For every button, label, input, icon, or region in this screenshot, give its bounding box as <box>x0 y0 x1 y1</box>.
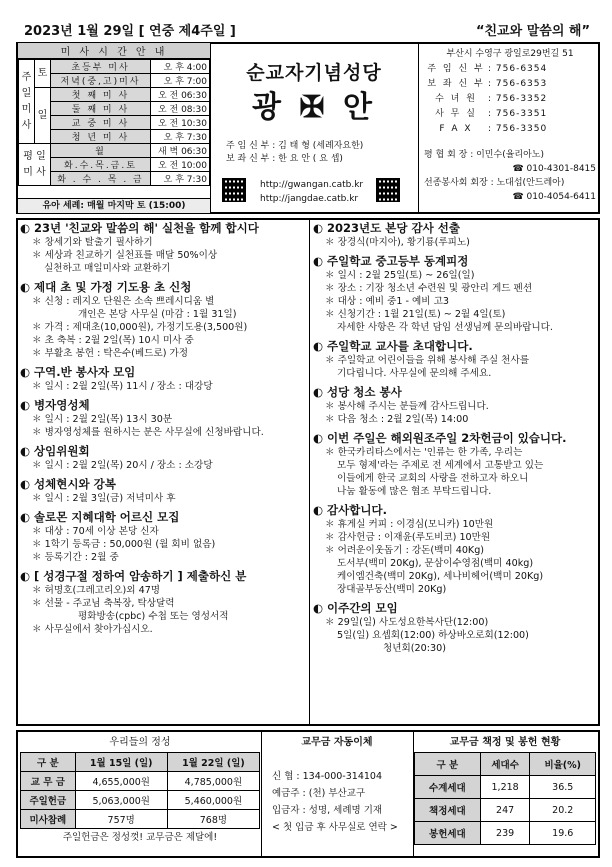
office-row: 보 좌 신 부 : 756-6353 <box>427 79 548 89</box>
qr-code-icon[interactable] <box>376 178 400 202</box>
tithe-status-section <box>414 734 596 845</box>
mass-time: 오 전 10:00 <box>150 158 209 172</box>
assistant-line: 보 좌 신 부 : 한 요 안 ( 요 셉) <box>226 154 343 164</box>
weekday-mass-label: 평 일 미 사 <box>19 144 51 186</box>
announcement: ◐ 감사합니다. ＊ 휴게실 커피 : 이경심(모니카) 10만원 ＊ 감사헌금 : 이재윤(루도비코) 10만원 ＊ 어려운이웃돕기 : 강돈(백미 40Kg) 도서부(백미 20Kg), 문삼이수영점(백미 40kg) 케이엠건축(백미 20Kg), 세나비헤어(백미 20Kg) 장대골부동산(백미 20Kg) <box>313 503 544 595</box>
announcement: ◐ 주일학교 중고등부 동계피정 ＊ 일시 : 2월 25일(토) ~ 26일(일) ＊ 장소 : 기장 청소년 수련원 및 광안리 게드 펜션 ＊ 대상 : 예비 중1 - 예비 고3 ＊ 신청기간 : 1월 21일(토) ~ 2월 4일(토) 자세한 사항은 각 학년 담임 선생님께 문의바랍니다. <box>313 254 553 333</box>
auto-transfer-title: 교무금 자동이체 <box>301 737 373 748</box>
mass-time: 오 전 08:30 <box>150 102 209 116</box>
announcement: ◐ 성당 청소 봉사 ＊ 봉사해 주시는 분들께 감사드립니다. ＊ 다음 청소 : 2월 2일(목) 14:00 <box>313 385 489 425</box>
mass-name: 저녁(중,고)미사 <box>51 74 151 88</box>
funeral-service-phone: ☎ 010-4054-6411 <box>512 192 596 202</box>
column-divider <box>309 220 310 724</box>
header-divider-right <box>418 42 419 214</box>
table-row: 교 무 금 4,655,000원 4,785,000원 <box>21 772 260 791</box>
church-name: 순교자기념성당 <box>246 62 382 84</box>
office-row: 사 무 실 : 756-3351 <box>435 109 548 119</box>
mass-name: 교 중 미 사 <box>51 116 151 130</box>
announcement: ◐ 상임위원회 ＊ 일시 : 2월 2일(목) 20시 / 장소 : 소강당 <box>20 444 213 471</box>
mass-time: 오 후 7:00 <box>150 74 209 88</box>
right-column <box>313 222 597 661</box>
mass-time: 새 벽 06:30 <box>150 144 209 158</box>
tithe-status-table: 구 분 세대수 비율(%) 수계세대 1,218 36.5 책정세대 247 20.2 봉헌세대 239 19.6 <box>414 752 596 845</box>
mass-name: 청 년 미 사 <box>51 130 151 144</box>
mass-name: 초등부 미사 <box>51 60 151 74</box>
child-baptism-note: 유아 세례: 매월 마지막 토 (15:00) <box>18 198 210 213</box>
office-row: 주 임 신 부 : 756-6354 <box>427 64 548 74</box>
church-address: 부산시 수영구 광일로29번길 51 <box>446 49 574 59</box>
offering-note: 주일헌금은 정성껏! 교무금은 제달에! <box>62 832 218 843</box>
sunday-day-label: 일 <box>35 88 51 144</box>
bank-account: 신 협 : 134-000-314104 <box>272 771 383 782</box>
header-divider-left <box>210 42 211 214</box>
offering-title: 우리들의 정성 <box>109 737 171 748</box>
saturday-label: 토 <box>35 60 51 88</box>
funeral-service-chair: 선종봉사회 회장 : 노대섭(안드레아) <box>424 178 565 188</box>
announcement: ◐ 구역.반 봉사자 모임 ＊ 일시 : 2월 2일(목) 11시 / 장소 : 대강당 <box>20 365 213 392</box>
mass-name: 둘 째 미 사 <box>51 102 151 116</box>
office-row: 수 녀 원 : 756-3352 <box>435 94 548 104</box>
announcement: ◐ 성체현시와 강복 ＊ 일시 : 2월 3일(금) 저녁미사 후 <box>20 477 176 504</box>
account-holder: 예금주 : (천) 부산교구 <box>272 788 366 799</box>
council-chair-phone: ☎ 010-4301-8415 <box>512 164 596 174</box>
table-row: 책정세대 247 20.2 <box>415 799 596 822</box>
tithe-status-title: 교무금 책정 및 봉헌 현황 <box>449 737 561 748</box>
announcement: ◐ 이주간의 모임 ＊ 29일(일) 사도성요한복사단(12:00) 5일(일) 요셉회(12:00) 하상바오로회(12:00) 청년회(20:30) <box>313 601 529 654</box>
announcement: ◐ 병자영성체 ＊ 일시 : 2월 2일(목) 13시 30분 ＊ 병자영성체를 원하시는 분은 사무실에 신청바랍니다. <box>20 398 264 438</box>
table-row: 미사참례 757명 768명 <box>21 810 260 829</box>
mass-name: 화.수.목.금.토 <box>51 158 151 172</box>
offering-section <box>20 734 260 829</box>
mass-time: 오 후 7:30 <box>150 172 209 186</box>
mass-time: 오 후 4:00 <box>150 60 209 74</box>
year-motto: “친교와 말씀의 해” <box>475 24 590 39</box>
left-column <box>20 222 306 642</box>
announcement: ◐ 주일학교 교사를 초대합니다. ＊ 주일학교 어린이들을 위해 봉사해 주실 천사를 기다립니다. 사무실에 문의해 주세요. <box>313 339 529 379</box>
announcement: ◐ 솔로몬 지혜대학 어르신 모집 ＊ 대상 : 70세 이상 본당 신자 ＊ 1학기 등록금 : 50,000원 (월 회비 없음) ＊ 등록기간 : 2월 중 <box>20 510 216 563</box>
website-link[interactable]: http://gwangan.catb.kr <box>260 180 364 190</box>
pastor-line: 주 임 신 부 : 김 태 형 (세례자요한) <box>226 141 364 151</box>
office-row: F A X : 756-3350 <box>439 124 548 134</box>
office-info <box>424 47 596 137</box>
mass-name: 월 <box>51 144 151 158</box>
council-contacts <box>424 148 596 204</box>
mass-name: 첫 째 미 사 <box>51 88 151 102</box>
table-row: 봉헌세대 239 19.6 <box>415 822 596 845</box>
depositor-note: 입금자 : 성명, 세례명 기재 <box>272 805 383 816</box>
announcement: ◐ 2023년도 본당 감사 선출 ＊ 장경식(마지아), 황기룡(루피노) <box>313 221 470 248</box>
announcement: ◐ 23년 '친교와 말씀의 해' 실천을 함께 합시다 ＊ 창세기와 탈출기 필사하기 ＊ 세상과 친교하기 실천표를 매달 50%이상 실천하고 매일미사와 교환하기 <box>20 221 259 274</box>
top-line <box>20 18 598 42</box>
table-row: 수계세대 1,218 36.5 <box>415 776 596 799</box>
mass-time: 오 전 06:30 <box>150 88 209 102</box>
table-row: 주일헌금 5,063,000원 5,460,000원 <box>21 791 260 810</box>
council-chair: 평 협 회 장 : 이민수(율리아노) <box>424 150 544 160</box>
announcement: ◐ 제대 초 및 가정 기도용 초 신청 ＊ 신청 : 레지오 단원은 소속 쁘레시디움 별 개인은 본당 사무실 (마감 : 1월 31일) ＊ 가격 : 제대초(10,000원), 가정기도용(3,500원) ＊ 초 축복 : 2월 2일(목) 10시 미사 중 ＊ 부활초 봉헌 : 탁은수(베드로) 가정 <box>20 280 248 359</box>
issue-date: 2023년 1월 29일 [ 연중 제4주일 ] <box>24 24 236 39</box>
sunday-mass-label: 주 일 미 사 <box>19 60 35 144</box>
announcement: ◐ 이번 주일은 해외원조주일 2차헌금이 있습니다. ＊ 한국카리타스에서는 '인류는 한 가족, 우리는 모두 형제'라는 주제로 전 세계에서 고통받고 있는 이들에게 한국 교회의 사랑을 전하고자 하오니 나눔 활동에 많은 협조 부탁드립니다. <box>313 431 567 497</box>
auto-transfer-section <box>262 734 412 836</box>
announcement: ◐ [ 성경구절 정하여 암송하기 ] 제출하신 분 ＊ 허명호(그레고리오)외 47명 ＊ 선물 - 주교님 축복장, 탁상달력 평화방송(cpbc) 수첩 또는 영성서적 ＊ 사무실에서 찾아가십시오. <box>20 569 247 635</box>
mass-time: 오 후 7:30 <box>150 130 209 144</box>
publication-title: 광 ✠ 안 <box>252 90 376 125</box>
mass-time: 오 전 10:30 <box>150 116 209 130</box>
website-link-sub[interactable]: http://jangdae.catb.kr <box>260 194 359 204</box>
priests-info <box>226 140 363 166</box>
mass-name: 화 . 수 . 목 . 금 <box>51 172 151 186</box>
offering-table: 구 분 1월 15일 (일) 1월 22일 (일) 교 무 금 4,655,000원 4,785,000원 주일헌금 5,063,000원 5,460,000원 미사참례 757명 768명 <box>20 752 260 829</box>
contact-note: < 첫 입금 후 사무실로 연락 > <box>272 822 398 833</box>
qr-code-icon[interactable] <box>222 178 246 202</box>
mass-schedule-title: 미 사 시 간 안 내 <box>18 43 210 59</box>
mass-schedule-table <box>18 59 210 186</box>
